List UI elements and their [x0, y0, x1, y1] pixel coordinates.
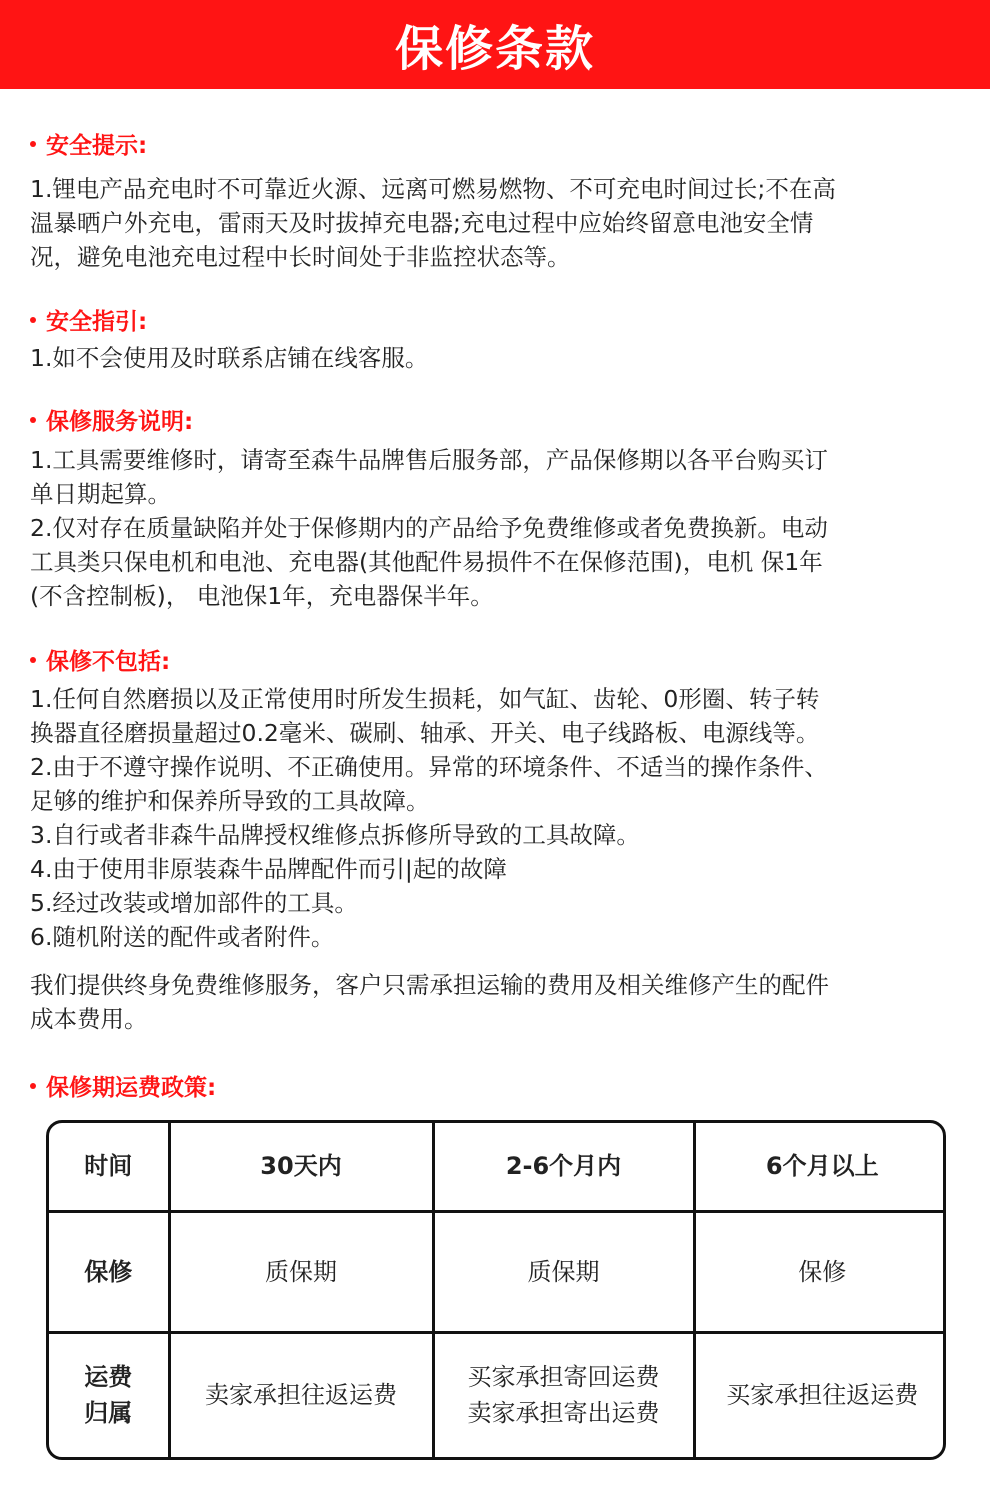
lifetime-service-note — [30, 968, 965, 1036]
table-row-label — [49, 1332, 169, 1457]
text-line: 1.任何自然磨损以及正常使用时所发生损耗，如气缸、齿轮、0形圈、转子转 — [30, 685, 820, 713]
text-line: 工具类只保电机和电池、充电器(其他配件易损件不在保修范围)，电机 保1年 — [30, 548, 823, 576]
label-line: 运费 — [84, 1363, 133, 1392]
text-line: 1.锂电产品充电时不可靠近火源、远离可燃易燃物、不可充电时间过长;不在高 — [30, 175, 836, 203]
bullet-dot-icon — [30, 417, 36, 423]
warranty-service-text — [30, 443, 965, 613]
section-title-safety-guide: 安全指引: — [30, 303, 147, 336]
table-cell: 质保期 — [169, 1211, 433, 1332]
table-row-shipping — [49, 1332, 946, 1457]
table-cell — [433, 1332, 694, 1457]
text-line: 足够的维护和保养所导致的工具故障。 — [30, 787, 430, 815]
table-cell: 卖家承担往返运费 — [169, 1332, 433, 1457]
table-header-cell: 2-6个月内 — [433, 1123, 694, 1211]
text-line: 况，避免电池充电过程中长时间处于非监控状态等。 — [30, 243, 571, 271]
text-line: 单日期起算。 — [30, 480, 171, 508]
bullet-dot-icon — [30, 317, 36, 323]
page-title: 保修条款 — [394, 21, 595, 77]
text-line: 成本费用。 — [30, 1005, 148, 1033]
text-line: 3.自行或者非森牛品牌授权维修点拆修所导致的工具故障。 — [30, 821, 640, 849]
text-line: 1.工具需要维修时，请寄至森牛品牌售后服务部，产品保修期以各平台购买订 — [30, 446, 828, 474]
text-line: (不含控制板)， 电池保1年，充电器保半年。 — [30, 582, 494, 610]
page-header — [0, 0, 990, 89]
table-header-cell: 30天内 — [169, 1123, 433, 1211]
text-line: 2.由于不遵守操作说明、不正确使用。异常的环境条件、不适当的操作条件、 — [30, 753, 828, 781]
text-line: 2.仅对存在质量缺陷并处于保修期内的产品给予免费维修或者免费换新。电动 — [30, 514, 828, 542]
text-line: 换器直径磨损量超过0.2毫米、碳刷、轴承、开关、电子线路板、电源线等。 — [30, 719, 820, 747]
table-header-row — [49, 1123, 946, 1211]
table-row-warranty — [49, 1211, 946, 1332]
table-cell: 质保期 — [433, 1211, 694, 1332]
table-header-cell: 时间 — [49, 1123, 169, 1211]
safety-guide-text — [30, 341, 965, 375]
table-cell: 买家承担往返运费 — [694, 1332, 946, 1457]
bullet-dot-icon — [30, 141, 36, 147]
exclusions-text — [30, 682, 965, 954]
section-title-safety-tips: 安全提示: — [30, 127, 147, 160]
shipping-policy-table — [46, 1120, 946, 1460]
section-title-exclusions: 保修不包括: — [30, 643, 170, 676]
text-line: 5.经过改装或增加部件的工具。 — [30, 889, 358, 917]
cell-line: 卖家承担寄出运费 — [467, 1399, 660, 1428]
bullet-dot-icon — [30, 1083, 36, 1089]
text-line: 我们提供终身免费维修服务，客户只需承担运输的费用及相关维修产生的配件 — [30, 971, 829, 999]
bullet-dot-icon — [30, 657, 36, 663]
text-line: 4.由于使用非原装森牛品牌配件而引|起的故障 — [30, 855, 507, 883]
text-line: 温暴晒户外充电，雷雨天及时拔掉充电器;充电过程中应始终留意电池安全情 — [30, 209, 814, 237]
table-cell: 保修 — [694, 1211, 946, 1332]
text-line: 1.如不会使用及时联系店铺在线客服。 — [30, 344, 429, 372]
table-row-label: 保修 — [49, 1211, 169, 1332]
label-line: 归属 — [84, 1399, 133, 1428]
cell-line: 买家承担寄回运费 — [467, 1363, 660, 1392]
section-title-shipping-policy: 保修期运费政策: — [30, 1069, 216, 1102]
text-line: 6.随机附送的配件或者附件。 — [30, 923, 335, 951]
safety-tips-text — [30, 172, 965, 274]
section-title-warranty-service: 保修服务说明: — [30, 403, 193, 436]
table-header-cell: 6个月以上 — [694, 1123, 946, 1211]
